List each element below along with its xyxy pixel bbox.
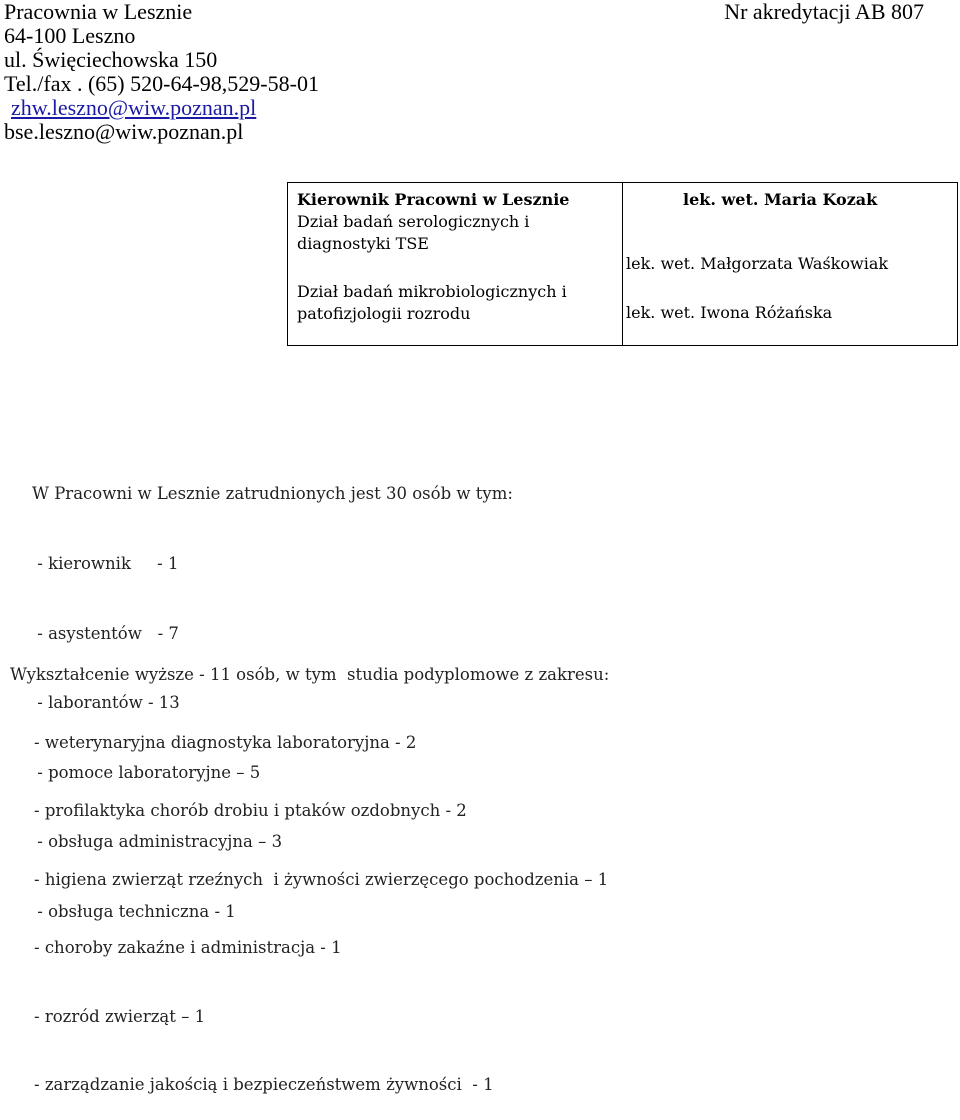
employment-item: - obsługa techniczna - 1 <box>32 901 236 921</box>
accreditation-number: Nr akredytacji AB 807 <box>724 0 924 24</box>
education-item: - rozród zwierząt – 1 <box>34 1006 206 1026</box>
employment-item: - laborantów - 13 <box>32 693 180 713</box>
staff-table <box>287 182 958 346</box>
employment-item: - asystentów - 7 <box>32 623 179 643</box>
dept-microbiology-line2: patofizjologii rozrodu <box>297 304 471 323</box>
dept-serology-line2: diagnostyki TSE <box>297 234 429 253</box>
names-cell <box>623 183 958 346</box>
education-intro: Wykształcenie wyższe - 11 osób, w tym studia podyplomowe z zakresu: <box>10 664 610 684</box>
employment-item: - kierownik - 1 <box>32 554 179 573</box>
phone-fax: Tel./fax . (65) 520-64-98,529-58-01 <box>4 71 319 96</box>
education-item: - weterynaryjna diagnostyka laboratoryjna - 2 <box>34 732 417 752</box>
dept-serology-head: lek. wet. Małgorzata Waśkowiak <box>626 254 889 273</box>
dept-microbiology-head: lek. wet. Iwona Różańska <box>626 303 833 322</box>
employment-item: - pomoce laboratoryjne – 5 <box>32 762 261 782</box>
street-address: ul. Święciechowska 150 <box>4 47 218 72</box>
education-section <box>10 618 609 1120</box>
dept-serology-line1: Dział badań serologicznych i <box>297 212 530 231</box>
postal-code: 64-100 Leszno <box>4 23 136 48</box>
education-item: - choroby zakaźne i administracja - 1 <box>34 938 342 958</box>
head-name: lek. wet. Maria Kozak <box>683 190 878 209</box>
employment-item: - obsługa administracyjna – 3 <box>32 832 283 852</box>
email-link-zhw[interactable]: zhw.leszno@wiw.poznan.pl <box>11 95 257 120</box>
head-role: Kierownik Pracowni w Lesznie <box>297 190 570 209</box>
education-item: - profilaktyka chorób drobiu i ptaków ozdobnych - 2 <box>34 801 467 821</box>
education-item: - higiena zwierząt rzeźnych i żywności zwierzęcego pochodzenia – 1 <box>34 869 609 889</box>
employment-intro: W Pracowni w Lesznie zatrudnionych jest 30 osób w tym: <box>32 484 513 504</box>
lab-name: Pracownia w Lesznie <box>4 0 193 24</box>
dept-microbiology-line1: Dział badań mikrobiologicznych i <box>297 282 567 301</box>
email-bse: bse.leszno@wiw.poznan.pl <box>4 119 244 144</box>
education-item: - zarządzanie jakością i bezpieczeństwem żywności - 1 <box>34 1074 494 1094</box>
departments-cell <box>288 183 623 346</box>
